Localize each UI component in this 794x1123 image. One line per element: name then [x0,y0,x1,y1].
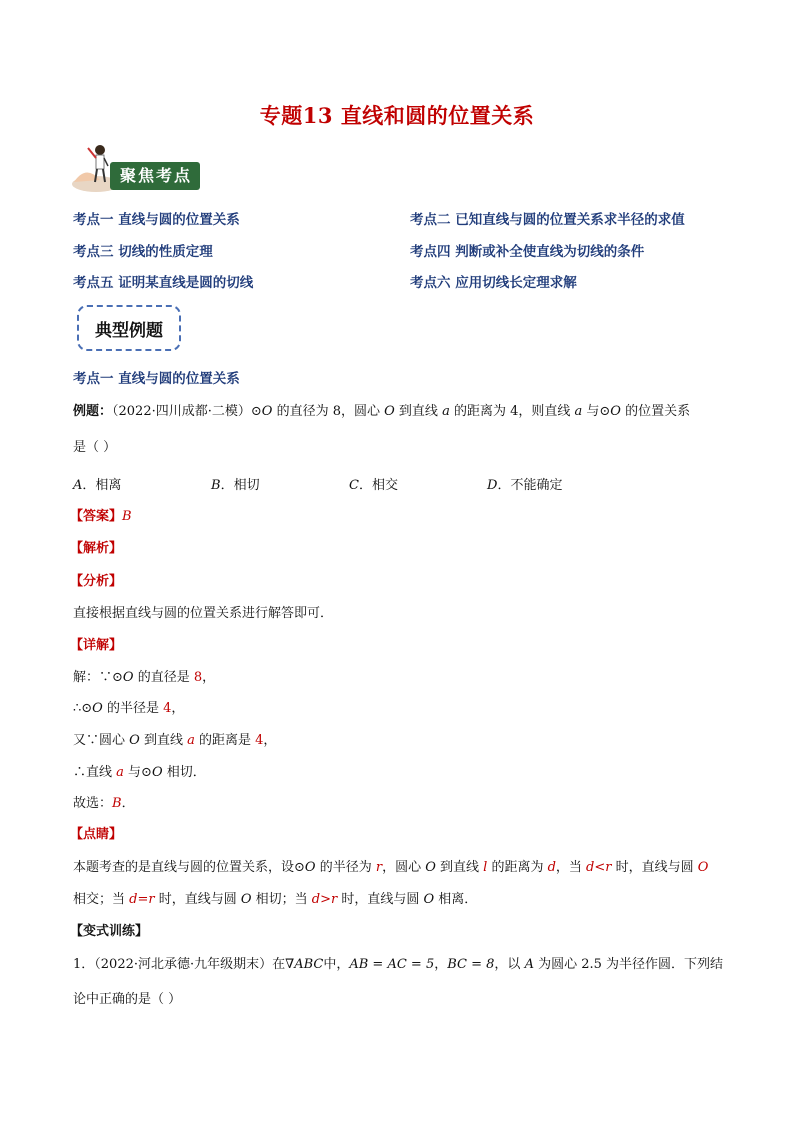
dianjing-label: 【点睛】 [70,827,123,842]
dianjing-text: 到直线 [435,860,484,875]
detail-text: ， [202,670,216,685]
option-a [73,474,121,493]
dianjing-text: ，圆心 [382,860,426,875]
detail-text: ， [263,733,277,748]
option-letter: B [211,478,221,493]
cond-gt: d>r [311,892,338,907]
var-o: O [151,765,163,780]
analysis-label: 【解析】 [70,541,123,556]
answer-value: B [122,509,132,524]
var-o: O [92,701,103,716]
var-o: O [261,404,273,419]
detail-text: 的直径是 [133,670,194,685]
cond-lt: d<r [586,860,612,875]
section-heading: 考点一 直线与圆的位置关系 [73,371,240,387]
detail-text: 与⊙ [123,765,152,780]
dianjing-line-1 [73,856,708,875]
detail-text: ∴直线 [73,765,117,780]
example-source: （2022·四川成都·二模） [112,404,251,419]
var-o: O [304,860,316,875]
typical-examples-label [77,305,181,351]
option-text: ．不能确定 [497,478,563,493]
dianjing-text: 的半径为 [315,860,376,875]
topic-6: 考点六 应用切线长定理求解 [410,275,577,291]
typical-examples-text: 典型例题 [95,320,163,341]
var-a: a [574,404,583,419]
var-o: O [610,404,621,419]
example-text: 到直线 [394,404,443,419]
example-text: 的位置关系 [620,404,691,419]
var-b: B [112,796,122,811]
topic-2: 考点二 已知直线与圆的位置关系求半径的求值 [410,212,685,228]
detail-line-3 [73,729,276,748]
option-text: ．相切 [220,478,260,493]
option-d [487,474,562,493]
detail-text: ∴⊙ [73,701,93,716]
var-a: a [442,404,450,419]
example-prefix: 例题： [73,404,113,419]
detail-text: 的半径是 [102,701,164,716]
var-d: d [547,860,556,875]
example-text: 的距离为 4，则直线 [449,404,575,419]
var-o: O [384,404,395,419]
option-b [211,474,260,493]
dianjing-text: 时，直线与圆 [154,892,241,907]
example-text: 的直径为 8，圆心 [272,404,385,419]
detail-text: 到直线 [139,733,188,748]
topic-4: 考点四 判断或补全使直线为切线的条件 [410,244,645,260]
detail-line-5 [73,792,135,811]
dianjing-text: ，当 [555,860,587,875]
option-text: ．相离 [82,478,122,493]
badge-label: 聚焦考点 [120,166,193,185]
fenxi-text: 直接根据直线与圆的位置关系进行解答即可． [73,606,334,621]
question-1-line-1 [73,953,723,972]
question-text: ，以 [494,957,525,972]
detail-line-2 [73,697,184,716]
detail-text: ， [171,701,185,716]
detail-text: 又∵圆心 [73,733,130,748]
dianjing-text: 的距离为 [487,860,548,875]
var-r: r [375,860,383,875]
detail-text: 解：∵⊙ [73,670,123,685]
answer-label: 【答案】 [70,509,123,524]
page-title: 专题13 直线和圆的位置关系 [259,103,535,128]
dianjing-text: 本题考查的是直线与圆的位置关系，设⊙ [73,860,305,875]
dianjing-text: 时，直线与圆 [337,892,424,907]
fenxi-label: 【分析】 [70,574,123,589]
var-o: O [129,733,140,748]
var-a: a [187,733,195,748]
detail-text: 故选： [73,796,113,811]
dianjing-text: 相切；当 [251,892,312,907]
dianjing-text: 相交；当 [73,892,130,907]
question-text: ， [434,957,448,972]
detail-line-4 [73,761,206,780]
equation-ab-ac: AB = AC = 5 [349,957,435,972]
answer-line [70,505,132,524]
detail-text: ． [121,796,135,811]
detail-number: 4 [255,733,264,748]
cond-eq: d=r [129,892,155,907]
question-text: 1．（2022·河北承德·九年级期末）在 [73,957,286,972]
variant-label: 【变式训练】 [70,924,149,939]
dianjing-text: 相离． [434,892,478,907]
question-text: 为圆心 2.5 为半径作圆．下列结 [533,957,724,972]
example-line-1 [73,400,690,419]
var-a-point: A [524,957,534,972]
detail-text: 的距离是 [194,733,256,748]
question-1-line-2: 论中正确的是（ ） [73,992,182,1007]
var-o: O [240,892,252,907]
var-o: O [697,860,709,875]
question-text: 中， [323,957,350,972]
detail-number: 8 [193,670,203,685]
example-text: 与⊙ [582,404,611,419]
topic-5: 考点五 证明某直线是圆的切线 [73,275,254,291]
detail-label: 【详解】 [70,638,123,653]
focus-badge [66,144,202,194]
detail-number: 4 [163,701,172,716]
var-o: O [122,670,134,685]
dianjing-text: 时，直线与圆 [611,860,698,875]
topic-3: 考点三 切线的性质定理 [73,244,213,260]
option-text: ．相交 [358,478,398,493]
option-c [349,474,398,493]
var-a: a [116,765,124,780]
option-letter: D [487,478,498,493]
var-l: l [483,860,488,875]
triangle-abc: ∇ABC [285,957,324,972]
var-o: O [423,892,435,907]
var-o: O [425,860,436,875]
example-text: ⊙ [250,404,262,419]
equation-bc: BC = 8 [447,957,495,972]
example-line-2: 是（ ） [73,440,117,455]
option-letter: C [349,478,359,493]
dianjing-line-2 [73,888,477,907]
detail-text: 相切． [162,765,206,780]
option-letter: A [73,478,83,493]
topic-1: 考点一 直线与圆的位置关系 [73,212,240,228]
detail-line-1 [73,666,215,685]
